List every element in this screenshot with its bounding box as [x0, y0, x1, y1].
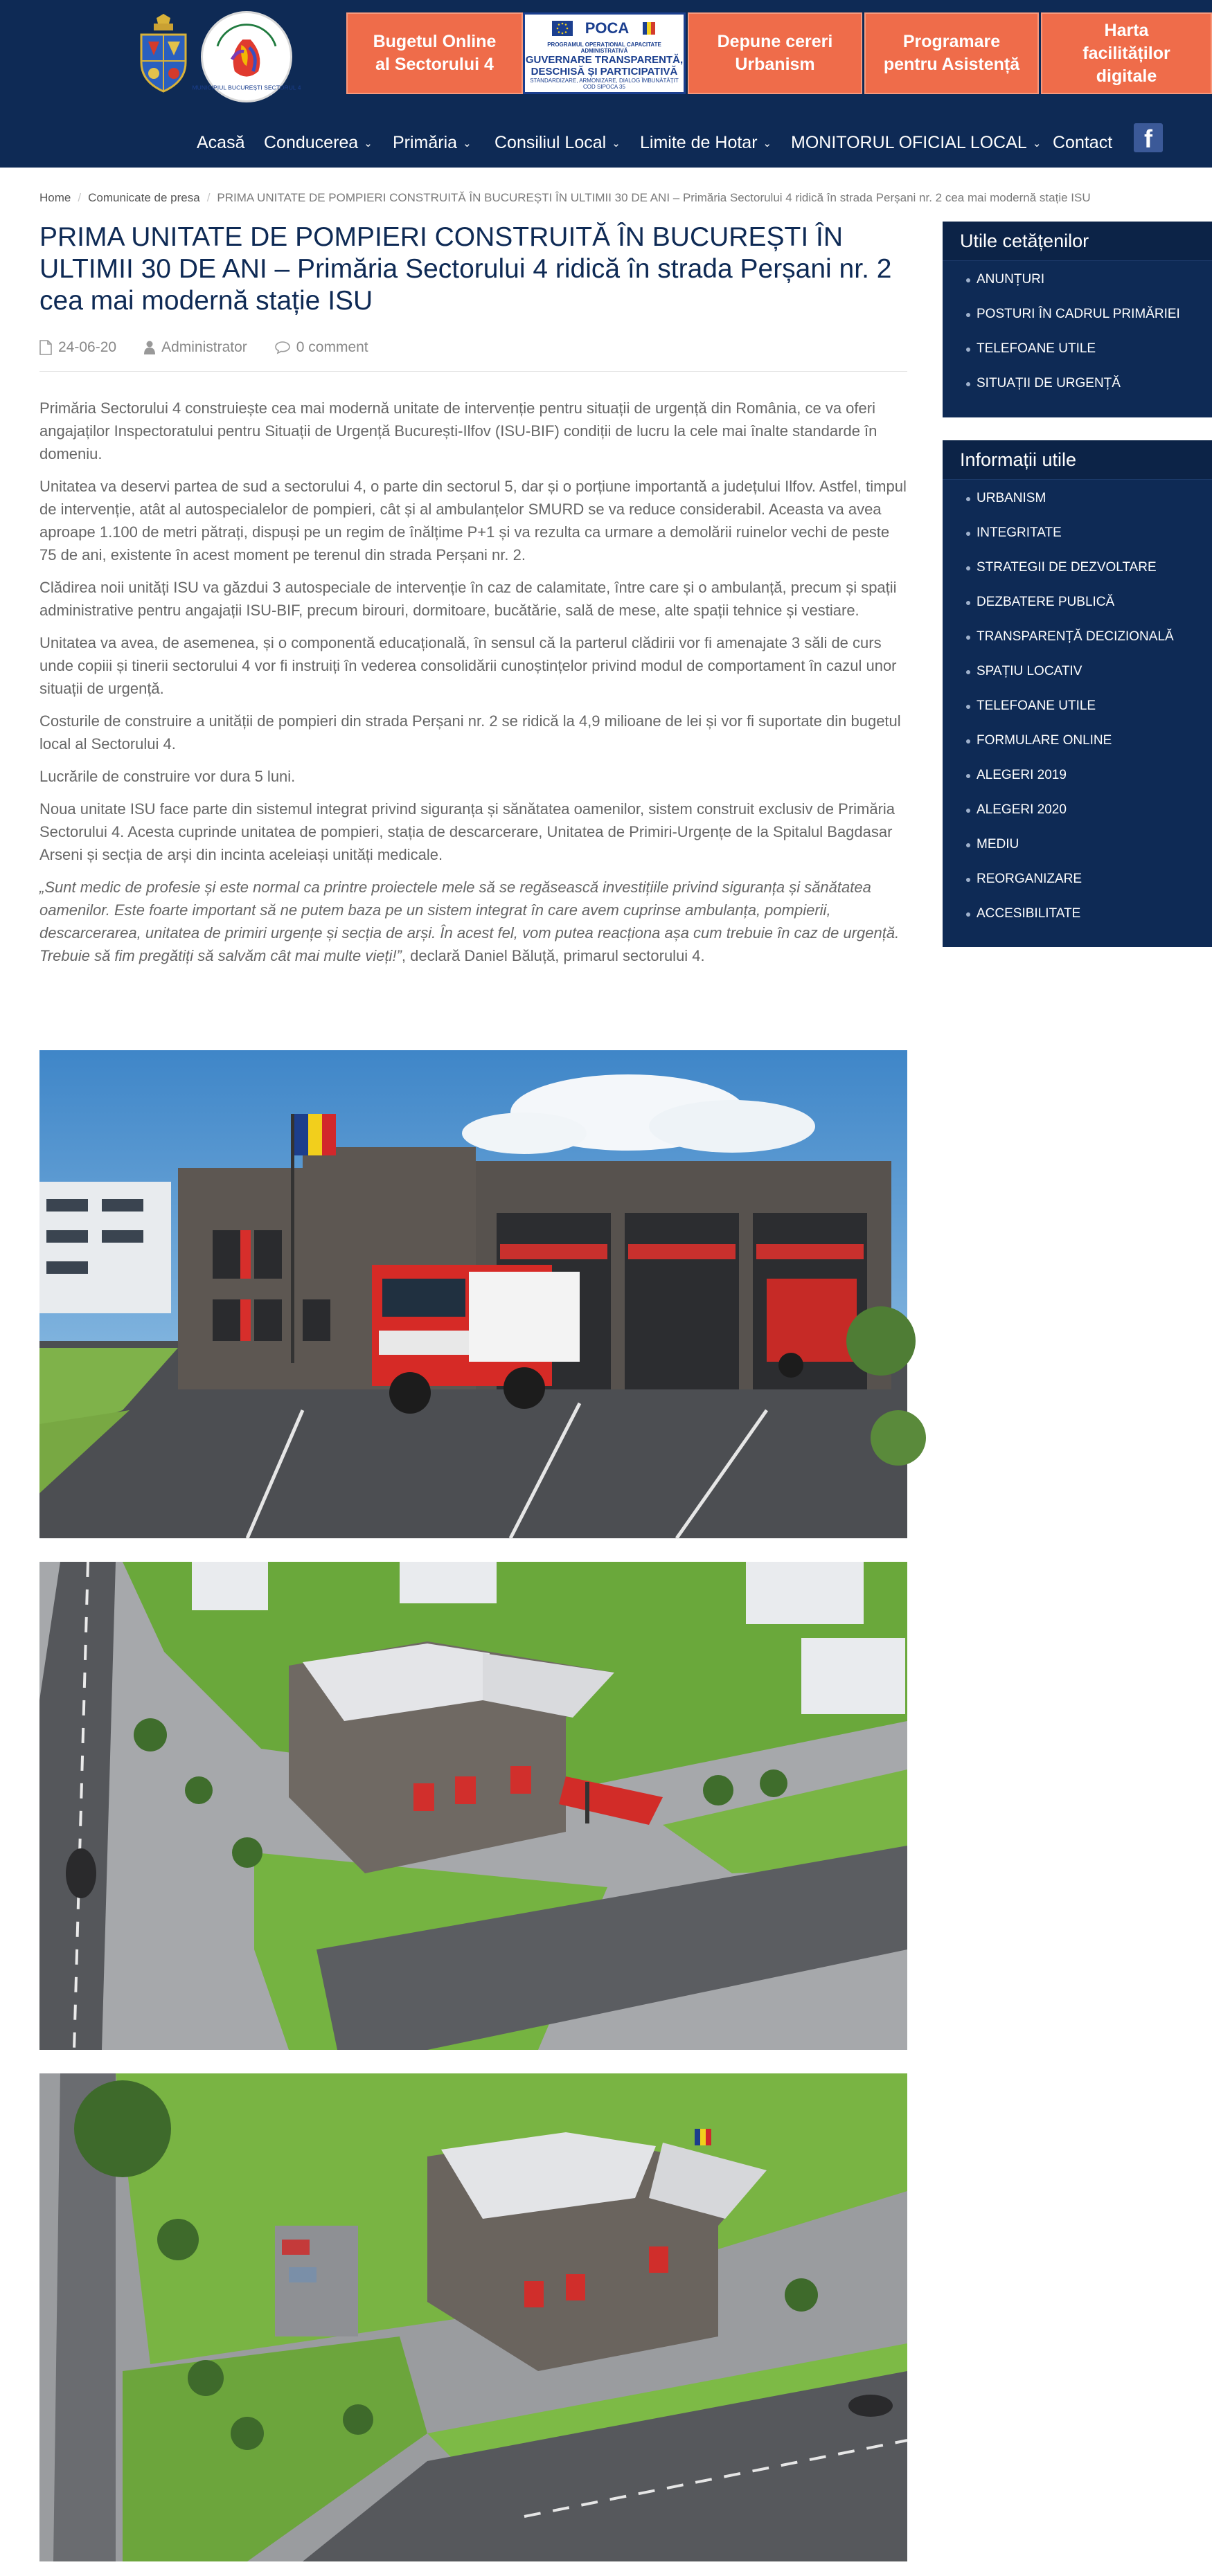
article-image-aerial-2[interactable] [39, 2073, 907, 2561]
nav-monitorul-oficial[interactable]: MONITORUL OFICIAL LOCAL ⌄ [791, 133, 1042, 152]
main-navigation [0, 123, 1212, 163]
chevron-down-icon: ⌄ [463, 138, 472, 150]
chevron-down-icon: ⌄ [763, 138, 772, 150]
article-author[interactable]: Administrator [144, 339, 247, 356]
breadcrumb-current: PRIMA UNITATE DE POMPIERI CONSTRUITĂ ÎN BUCUREȘTI ÎN ULTIMII 30 DE ANI – Primăria Sectorului 4 ridică în strada Perșani nr. 2 cea mai modernă stație ISU [217, 191, 1091, 204]
poca-header [552, 17, 657, 40]
tile-assistance-appointment[interactable]: Programare pentru Asistență [864, 12, 1039, 94]
divider [39, 371, 907, 372]
page-title: PRIMA UNITATE DE POMPIERI CONSTRUITĂ ÎN BUCUREȘTI ÎN ULTIMII 30 DE ANI – Primăria Sectorului 4 ridică în strada Perșani nr. 2 cea mai modernă stație ISU [39, 222, 892, 316]
poca-code: COD SIPOCA 35 [583, 84, 625, 90]
sidebar-item-telefoane-utile[interactable]: TELEFOANE UTILE [943, 699, 1212, 733]
poca-title: POCA [585, 19, 630, 37]
sidebar-item-alegeri-2019[interactable]: ALEGERI 2019 [943, 768, 1212, 802]
sidebar-item-situatii-urgenta[interactable]: SITUAȚII DE URGENȚĂ [943, 376, 1212, 411]
fire-station-render-2 [39, 1562, 907, 2050]
site-header [0, 0, 1212, 168]
nav-conducerea[interactable]: Conducerea ⌄ [264, 133, 373, 152]
widget-title: Informații utile [943, 440, 1212, 480]
sidebar-item-urbanism[interactable]: URBANISM [943, 491, 1212, 525]
facebook-icon[interactable]: f [1134, 123, 1163, 152]
quote-attribution: , declară Daniel Băluță, primarul sectorului 4. [401, 947, 705, 964]
chevron-down-icon: ⌄ [364, 138, 373, 150]
sidebar-item-integritate[interactable]: INTEGRITATE [943, 525, 1212, 560]
poca-heading-2: DESCHISĂ ȘI PARTICIPATIVĂ [531, 66, 678, 78]
article-paragraph: Costurile de construire a unității de pompieri din strada Perșani nr. 2 se ridică la 4,9 milioane de lei și vor fi suportate din bugetul local al Sectorului 4. [39, 712, 901, 753]
document-icon [39, 340, 52, 355]
sidebar-item-alegeri-2020[interactable]: ALEGERI 2020 [943, 802, 1212, 837]
breadcrumb [39, 191, 1091, 205]
article-paragraph: Lucrările de construire vor dura 5 luni. [39, 768, 296, 785]
article-paragraph: Primăria Sectorului 4 construiește cea mai modernă unitate de intervenție pentru situații de urgență din România, ce va oferi angajaților Inspectoratului pentru Situații de Urgență București-Ilfov (ISU-BIF) condiții de lucru la cele mai înalte standarde în domeniu. [39, 399, 877, 462]
sector4-round-logo[interactable] [192, 11, 301, 102]
article-paragraph: Noua unitate ISU face parte din sistemul integrat privind siguranța și sănătatea oamenilor, sistem construit exclusiv de Primăria Sectorului 4. Acesta cuprinde unitatea de pompieri, stația de descarcerare, Unitatea de Primiri-Urgențe de la Spitalul Bagdasar Arseni și secția de arși din incinta aceleiași unități medicale. [39, 800, 895, 863]
tile-urbanism-requests[interactable]: Depune cereri Urbanism [688, 12, 862, 94]
sidebar-item-telefoane[interactable]: TELEFOANE UTILE [943, 341, 1212, 376]
poca-tagline: STANDARDIZARE, ARMONIZARE, DIALOG ÎMBUNĂTĂȚIT [530, 78, 679, 84]
sidebar-item-dezbatere[interactable]: DEZBATERE PUBLICĂ [943, 595, 1212, 629]
sidebar-item-spatiu-locativ[interactable]: SPAȚIU LOCATIV [943, 664, 1212, 699]
article-comments[interactable]: 0 comment [275, 339, 368, 356]
poca-banner[interactable] [523, 12, 686, 94]
article-date: 24-06-20 [39, 339, 116, 356]
nav-primaria[interactable]: Primăria ⌄ [393, 133, 472, 152]
article-body [39, 397, 907, 967]
sector-crest-logo[interactable] [139, 14, 188, 96]
sidebar-item-strategii[interactable]: STRATEGII DE DEZVOLTARE [943, 560, 1212, 595]
article-image-street-view[interactable] [39, 1050, 907, 1538]
crest-icon [139, 14, 188, 96]
sidebar-item-transparenta[interactable]: TRANSPARENȚĂ DECIZIONALĂ [943, 629, 1212, 664]
comment-icon [275, 341, 290, 354]
sidebar-item-reorganizare[interactable]: REORGANIZARE [943, 872, 1212, 906]
article-image-aerial-1[interactable] [39, 1562, 907, 2050]
sidebar-item-accesibilitate[interactable]: ACCESIBILITATE [943, 906, 1212, 941]
article-meta [39, 339, 907, 356]
sidebar-item-mediu[interactable]: MEDIU [943, 837, 1212, 872]
breadcrumb-home[interactable]: Home [39, 191, 71, 204]
quick-links-bar [346, 12, 1212, 94]
sidebar-item-posturi[interactable]: POSTURI ÎN CADRUL PRIMĂRIEI [943, 307, 1212, 341]
article-paragraph: Unitatea va avea, de asemenea, și o componentă educațională, în sensul că la parterul clădirii vor fi amenajate 3 săli de curs unde copiii și tinerii sectorului 4 vor fi instruiți în vederea consolidării cunoștințelor privind modul de comportament în cazul unor situații de urgență. [39, 634, 897, 697]
widget-utile-cetatenilor [943, 222, 1212, 417]
article-paragraph: Clădirea noii unități ISU va găzdui 3 autospeciale de intervenție în caz de calamitate, între care și o ambulanță, precum și spații administrative pentru angajații ISU-BIF, precum birouri, dormitoare, bucătărie, sală de mese, alte spații tehnice și vestiare. [39, 579, 897, 619]
mayor-quote: „Sunt medic de profesie și este normal ca printre proiectele mele să se regăsească investițiile privind siguranța și sănătatea oamenilor. Este foarte important să ne putem baza pe un sistem integrat în care avem cuprinse ambulanța, pompierii, descarcerarea, unitatea de primiri urgențe și secția de arși. În acest fel, vom putea reacționa așa cum trebuie în caz de urgență. Trebuie să fim pregătiți să salvăm cât mai multe vieți!”, declară Daniel Băluță, primarul sectorului 4. [39, 879, 900, 964]
nav-contact[interactable]: Contact [1053, 133, 1113, 152]
article [39, 222, 907, 977]
tile-digital-facilities-map[interactable]: Harta facilităților digitale [1041, 12, 1212, 94]
widget-title: Utile cetățenilor [943, 222, 1212, 261]
poca-heading-1: GUVERNARE TRANSPARENTĂ, [525, 54, 684, 66]
chevron-down-icon: ⌄ [612, 138, 621, 150]
eu-flag-icon [552, 21, 573, 36]
user-icon [144, 341, 155, 354]
nav-limite-de-hotar[interactable]: Limite de Hotar ⌄ [640, 133, 772, 152]
nav-consiliul-local[interactable]: Consiliul Local ⌄ [494, 133, 621, 152]
breadcrumb-separator: / [206, 191, 211, 204]
sector4-logo-icon [192, 13, 301, 100]
poca-subtitle: PROGRAMUL OPERAȚIONAL CAPACITATE ADMINISTRATIVĂ [547, 42, 661, 54]
article-paragraph: Unitatea va deservi partea de sud a sectorului 4, o parte din sectorul 5, dar și o porțiune importantă a județului Ilfov. Astfel, timpul de intervenție, atât al autospecialelor de pompieri, cât și al ambulanțelor SMURD se va reduce considerabil. Aceasta va avea aproape 1.100 de metri pătrați, dispuși pe un regim de înălțime P+1 și va rezulta ca urmare a demolării ruinelor vechi de peste 75 de ani, existente în acest moment pe terenul din strada Perșani nr. 2. [39, 478, 907, 564]
round-logo-text: MUNICIPIUL BUCUREȘTI SECTORUL 4 [192, 84, 301, 91]
fire-station-render-1 [39, 1050, 907, 1538]
chevron-down-icon: ⌄ [1032, 138, 1042, 150]
widget-informatii-utile [943, 440, 1212, 947]
breadcrumb-section[interactable]: Comunicate de presa [88, 191, 200, 204]
sidebar-item-anunturi[interactable]: ANUNȚURI [943, 272, 1212, 307]
tile-budget-online[interactable]: Bugetul Online al Sectorului 4 [346, 12, 523, 94]
nav-acasa[interactable]: Acasă [197, 133, 245, 152]
breadcrumb-separator: / [78, 191, 82, 204]
fire-station-render-3 [39, 2073, 907, 2561]
ro-gov-icon [641, 21, 657, 36]
sidebar-item-formulare[interactable]: FORMULARE ONLINE [943, 733, 1212, 768]
